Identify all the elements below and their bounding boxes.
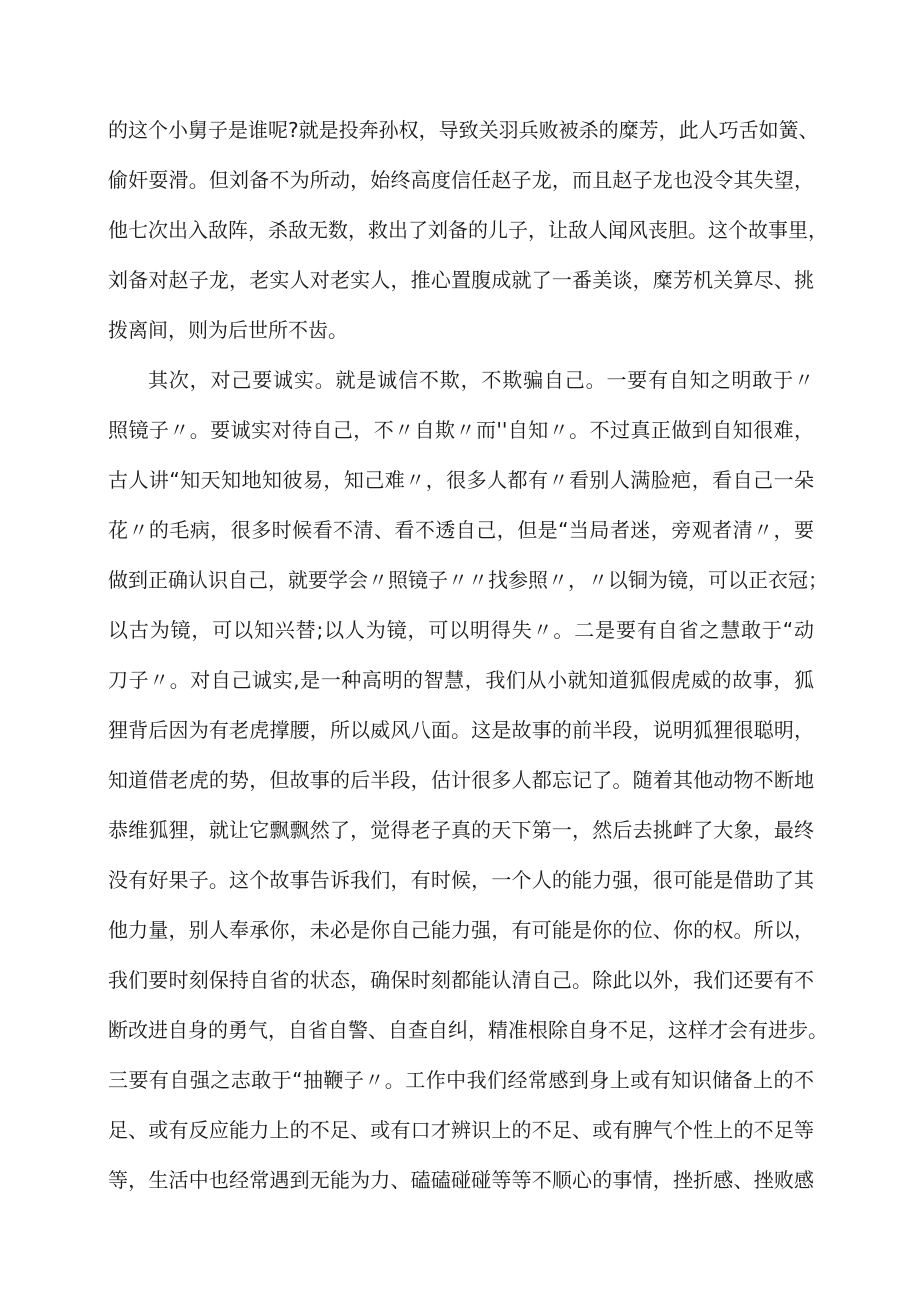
text-line: 他力量，别人奉承你，未必是你自己能力强，有可能是你的位、你的权。所以， [108, 918, 814, 942]
document-body [108, 105, 828, 1205]
text-line: 断改进自身的勇气，自省自警、自查自纠，精准根除自身不足，这样才会有进步。 [108, 1018, 828, 1042]
text-line: 恭维狐狸，就让它飘飘然了，觉得老子真的天下第一，然后去挑衅了大象，最终 [108, 818, 814, 842]
text-line: 等，生活中也经常遇到无能为力、磕磕碰碰等等不顺心的事情，挫折感、挫败感 [108, 1168, 814, 1192]
text-line: 足、或有反应能力上的不足、或有口才辨识上的不足、或有脾气个性上的不足等 [108, 1118, 814, 1142]
text-line: 做到正确认识自己，就要学会〃照镜子〃〃找参照〃，〃以铜为镜，可以正衣冠； [108, 568, 828, 592]
text-line: 没有好果子。这个故事告诉我们，有时候，一个人的能力强，很可能是借助了其 [108, 868, 814, 892]
text-line: 以古为镜，可以知兴替;以人为镜，可以明得失〃。二是要有自省之慧敢于“动 [108, 618, 814, 642]
text-line: 拨离间，则为后世所不齿。 [108, 318, 348, 342]
text-line: 三要有自强之志敢于“抽鞭子〃。工作中我们经常感到身上或有知识储备上的不 [108, 1068, 814, 1092]
text-line: 古人讲“知天知地知彼易，知己难〃，很多人都有〃看别人满脸疤，看自己一朵 [108, 468, 814, 492]
paragraph-start-line: 其次，对己要诚实。就是诚信不欺，不欺骗自己。一要有自知之明敢于〃 [148, 368, 814, 392]
text-line: 刀子〃。对自己诚实,是一种高明的智慧，我们从小就知道狐假虎威的故事，狐 [108, 668, 814, 692]
text-line: 花〃的毛病，很多时候看不清、看不透自己，但是“当局者迷，旁观者清〃，要 [108, 518, 814, 542]
text-line: 的这个小舅子是谁呢?就是投奔孙权，导致关羽兵败被杀的糜芳，此人巧舌如簧、 [108, 118, 819, 142]
text-line: 照镜子〃。要诚实对待自己，不〃自欺〃而''自知〃。不过真正做到自知很难， [108, 418, 814, 442]
text-line: 偷奸耍滑。但刘备不为所动，始终高度信任赵子龙，而且赵子龙也没令其失望， [108, 168, 814, 192]
text-line: 我们要时刻保持自省的状态，确保时刻都能认清自己。除此以外，我们还要有不 [108, 968, 814, 992]
text-line: 知道借老虎的势，但故事的后半段，估计很多人都忘记了。随着其他动物不断地 [108, 768, 814, 792]
text-line: 狸背后因为有老虎撑腰，所以威风八面。这是故事的前半段，说明狐狸很聪明， [108, 718, 814, 742]
text-line: 他七次出入敌阵，杀敌无数，救出了刘备的儿子，让敌人闻风丧胆。这个故事里， [108, 218, 828, 242]
text-line: 刘备对赵子龙，老实人对老实人，推心置腹成就了一番美谈，糜芳机关算尽、挑 [108, 268, 814, 292]
